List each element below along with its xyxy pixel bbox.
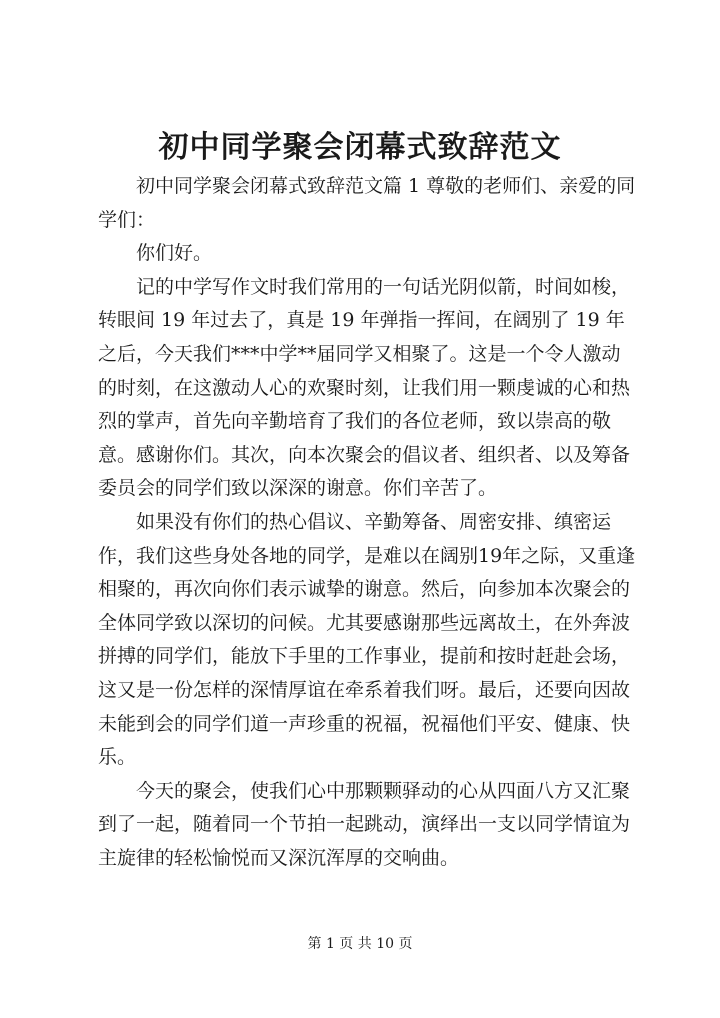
document-body [98, 170, 638, 875]
paragraph-greeting: 你们好。 [136, 242, 213, 265]
document-title: 初中同学聚会闭幕式致辞范文 [158, 130, 562, 165]
paragraph-intro: 初中同学聚会闭幕式致辞范文篇 1 尊敬的老师们、亲爱的同学们： [98, 175, 636, 231]
paragraph-main-3: 今天的聚会，使我们心中那颗颗驿动的心从四面八方又汇聚到了一起，随着同一个节拍一起跳动，演绎出一支以同学情谊为主旋律的轻松愉悦而又深沉浑厚的交响曲。 [98, 779, 631, 869]
page-footer: 第 1 页 共 10 页 [307, 936, 413, 952]
paragraph-main-2: 如果没有你们的热心倡议、辛勤筹备、周密安排、缜密运作，我们这些身处各地的同学，是难以在阔别19年之际，又重逢相聚的，再次向你们表示诚挚的谢意。然后，向参加本次聚会的全体同学致以深切的问候。尤其要感谢那些远离故土，在外奔波拼搏的同学们，能放下手里的工作事业，提前和按时赶赴会场，这又是一份怎样的深情厚谊在牵系着我们呀。最后，还要向因故未能到会的同学们道一声珍重的祝福，祝福他们平安、健康、快乐。 [98, 510, 636, 769]
paragraph-main-1: 记的中学写作文时我们常用的一句话光阴似箭，时间如梭，转眼间 19 年过去了，真是 19 年弹指一挥间，在阔别了 19 年之后，今天我们***中学**届同学又相聚了。这是一个令人激动的时刻，在这激动人心的欢聚时刻，让我们用一颗虔诚的心和热烈的掌声，首先向辛勤培育了我们的各位老师，致以崇高的敬意。感谢你们。其次，向本次聚会的倡议者、组织者、以及筹备委员会的同学们致以深深的谢意。你们辛苦了。 [98, 275, 631, 500]
